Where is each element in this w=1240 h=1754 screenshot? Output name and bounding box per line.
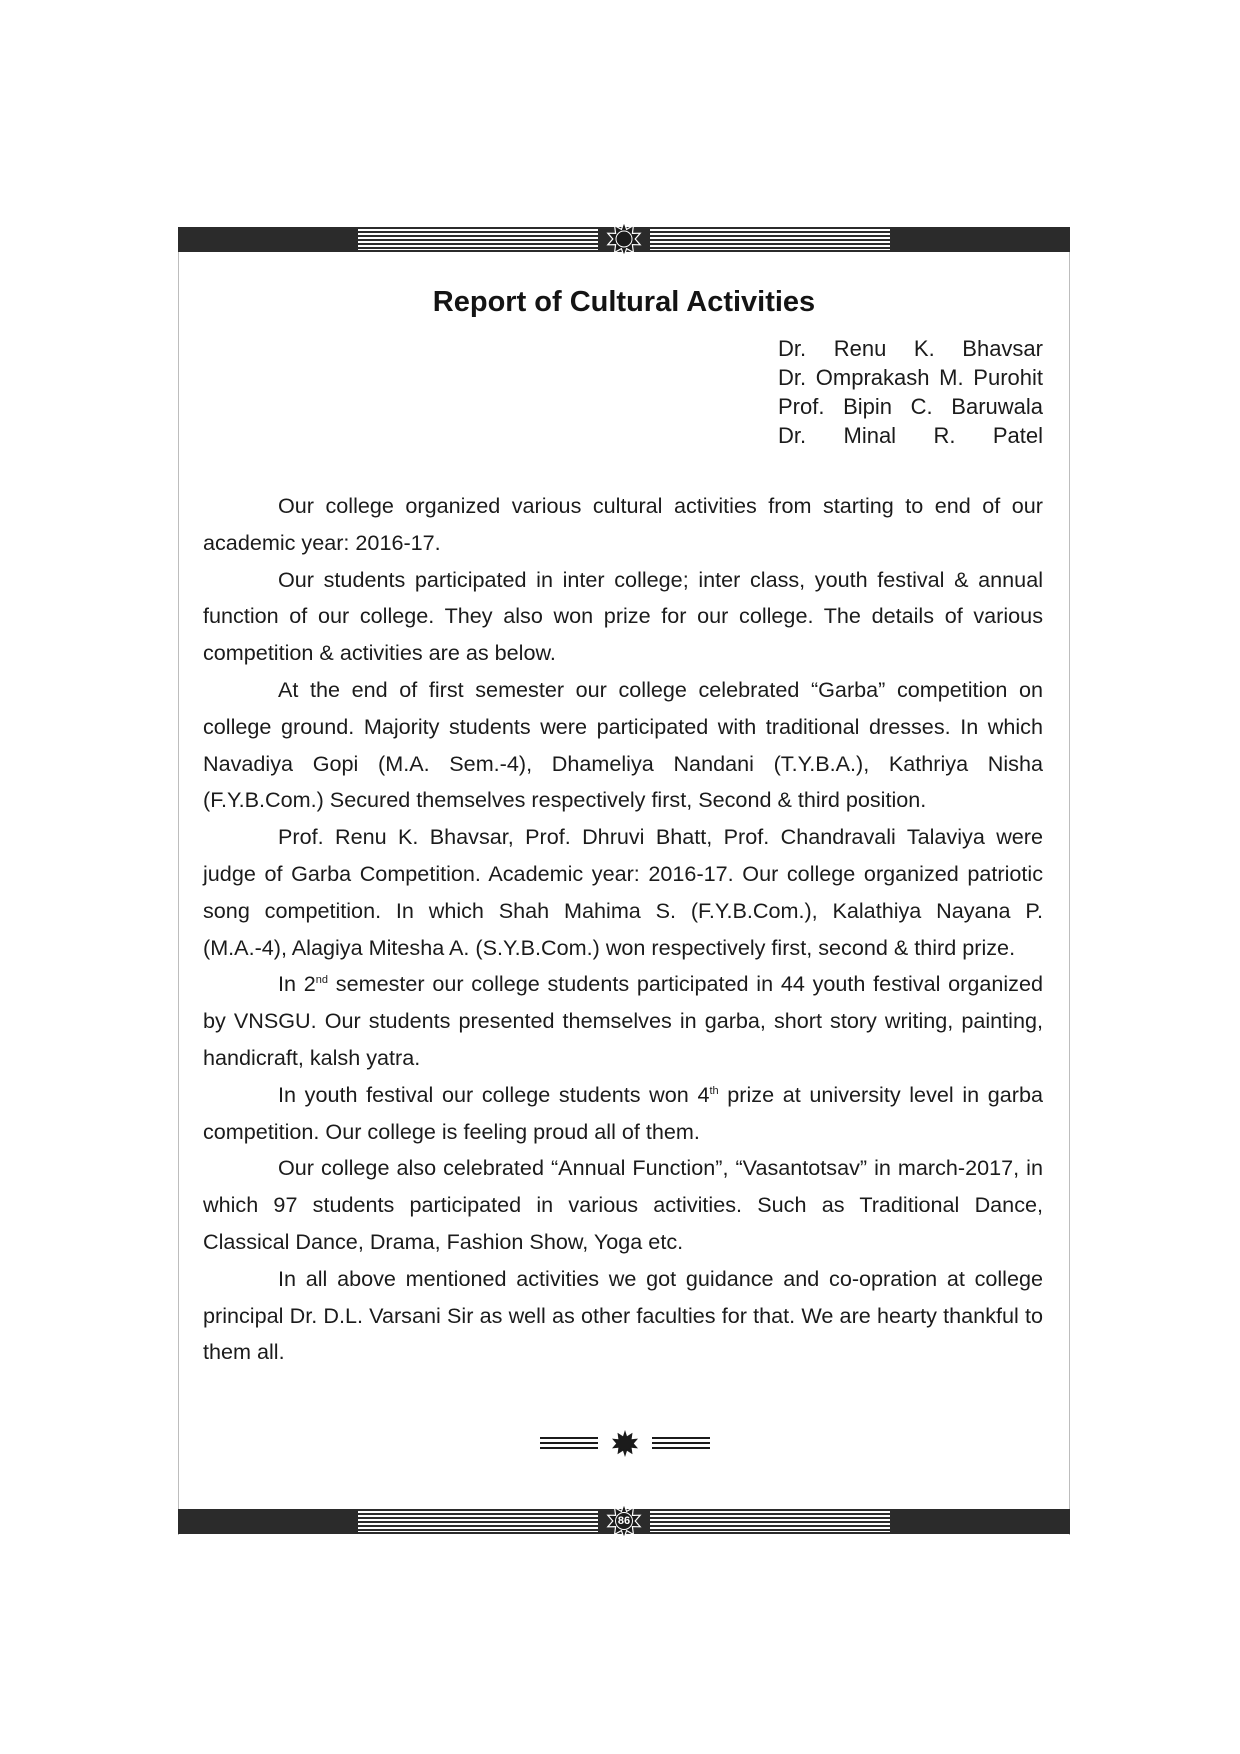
paragraph: Our college also celebrated “Annual Function”, “Vasantotsav” in march-2017, in which 97 students participated in various activities. Such as Traditional Dance, Classical Dance, Drama, Fashion Show, Yoga etc. bbox=[203, 1155, 1043, 1254]
section-divider bbox=[540, 1430, 710, 1458]
ordinal-suffix: nd bbox=[315, 974, 329, 987]
paragraph: Our college organized various cultural activities from starting to end of our academic year: 2016-17. bbox=[203, 493, 1043, 555]
author-name: Dr. Renu K. Bhavsar bbox=[778, 336, 1043, 361]
paragraph: Prof. Renu K. Bhavsar, Prof. Dhruvi Bhatt, Prof. Chandravali Talaviya were judge of Garba Competition. Academic year: 2016-17. Our college organized patriotic song competition. In which Shah Mahima S. (F.Y.B.Com.), Kalathiya Nayana P. (M.A.-4), Alagiya Mitesha A. (S.Y.B.Com.) won respectively first, second & third prize. bbox=[203, 824, 1043, 960]
paragraph-text: In youth festival our college students won 4 bbox=[278, 1081, 710, 1107]
author-name: Dr. Omprakash M. Purohit bbox=[778, 365, 1043, 390]
paragraph: In all above mentioned activities we got guidance and co-opration at college principal Dr. D.L. Varsani Sir as well as other faculties for that. We are hearty thankful to them all. bbox=[203, 1265, 1043, 1365]
footer-band bbox=[178, 1509, 1070, 1534]
page-title: Report of Cultural Activities bbox=[432, 286, 816, 318]
ordinal-suffix: th bbox=[709, 1084, 719, 1097]
paragraph-text: prize at university level in garba competition. Our college is feeling proud all of them. bbox=[203, 1081, 1043, 1144]
paragraph: Our students participated in inter college; inter class, youth festival & annual function of our college. They also won prize for our college. The details of various competition & activities are as below. bbox=[203, 566, 1043, 666]
paragraph: At the end of first semester our college celebrated “Garba” competition on college ground. Majority students were participated with traditional dresses. In which Navadiya Gopi (M.A. Sem.-4), Dhameliya Nandani (T.Y.B.A.), Kathriya Nisha (F.Y.B.Com.) Secured themselves respectively first, Second & third position. bbox=[203, 676, 1043, 813]
paragraph-text: semester our college students participated in 44 youth festival organized by VNSGU. Our students presented themselves in garba, short story writing, painting, handicraft, kalsh yatra. bbox=[203, 971, 1043, 1070]
divider-lines-right bbox=[652, 1437, 710, 1451]
header-stripes-right bbox=[650, 229, 890, 250]
report-body bbox=[203, 488, 1043, 1371]
footer-stripes-left bbox=[358, 1511, 598, 1532]
header-stripes-left bbox=[358, 229, 598, 250]
page-number-badge bbox=[606, 1503, 642, 1539]
sunburst-icon bbox=[611, 1430, 639, 1458]
footer-stripes-right bbox=[650, 1511, 890, 1532]
author-name: Prof. Bipin C. Baruwala bbox=[778, 394, 1043, 419]
author-list bbox=[778, 334, 1043, 450]
page-number: 86 bbox=[617, 1515, 631, 1527]
paragraph bbox=[203, 966, 1043, 1076]
paragraph bbox=[203, 1077, 1043, 1151]
author-name: Dr. Minal R. Patel bbox=[778, 423, 1043, 448]
sunburst-icon bbox=[606, 221, 642, 257]
divider-lines-left bbox=[540, 1437, 598, 1451]
header-band bbox=[178, 227, 1070, 252]
paragraph-text: In 2 bbox=[278, 971, 316, 997]
